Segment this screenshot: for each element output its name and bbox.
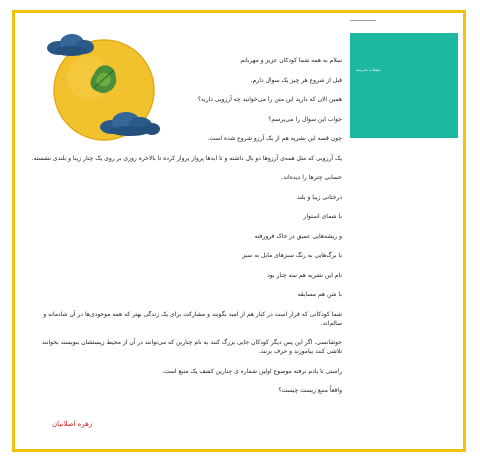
sidebar-widget-box[interactable]: [350, 33, 458, 138]
article-paragraph: راستی تا یادم نرفته موضوع اولین شماره ی چنارین کشف یک منبع است.: [162, 367, 342, 375]
article-paragraph: جواب این سوال را می‌پرسم؟: [268, 115, 342, 123]
article-paragraph: قبل از شروع هر چیز یک سوال دارم.: [250, 76, 342, 84]
article-paragraph: نام این نشریه هم سه چنار بود: [267, 271, 342, 279]
article-paragraph: واقعاً منبع زیست چیست؟: [278, 387, 342, 394]
article-paragraph: با شمای استوار: [303, 213, 342, 220]
sidebar-divider: [350, 20, 376, 21]
article-paragraph: و ریشه‌هایی عمیق در خاک فرورفته: [254, 232, 342, 240]
author-name: زهره اصلانیان: [52, 420, 93, 428]
article-paragraph: شما کودکانی که قرار است در کنار هم از امید بگویند و مشارکت برای یک زندگی بهتر که همه موجودی‌ها در آن شادمانه و سالم‌اند.: [43, 310, 342, 327]
article-paragraph: یک آرزویی که مثل همه‌ی آرزوها دو بال داشته و تا ابدها پرواز پرواز کرده تا بالاخره روزی بر روی یک چنار زیبا و بلندی نشسته.: [31, 154, 342, 162]
article-body: [26, 56, 342, 406]
article-paragraph: با شن هم مسابقه: [297, 291, 342, 298]
top-cloud-icon: [47, 34, 94, 56]
article-paragraph: سلام به همه شما کودکان عزیز و مهربانم: [240, 57, 342, 64]
sidebar-widget-caption: تبلیغات مدرسه: [356, 67, 381, 72]
article-paragraph: چون قصه این نشریه هم از یک آرزو شروع شده است.: [207, 135, 342, 142]
article-paragraph: همین الان که دارید این متن را می‌خوانید چه آرزویی دارید؟: [197, 96, 342, 103]
article-paragraph: حسابی چترها را دیده‌اند.: [281, 174, 342, 181]
article-paragraph: با برگ‌هایی به رنگ سبزهای مایل به سبز: [242, 252, 342, 259]
article-paragraph: جوشانسی. اگر این پس دیگر کودکان جایی بزرگ کنند به نام چنارین که می‌توانند در آن از محیط زیستشان بنویسند بخوانند تلاشی کنند بیاموزند و حرف بزنند.: [41, 339, 342, 355]
article-paragraph: درختانی زیبا و بلند: [296, 193, 342, 201]
